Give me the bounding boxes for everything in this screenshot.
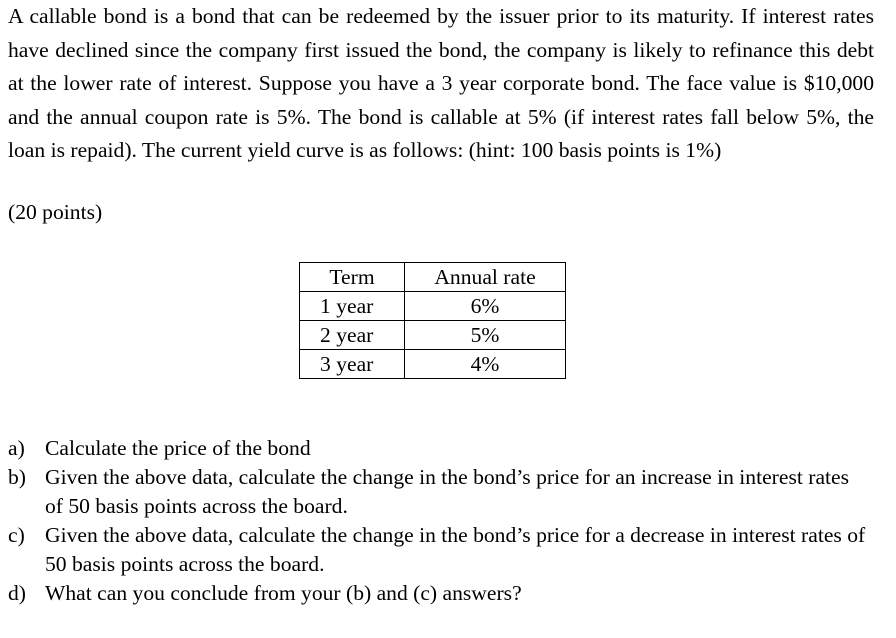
rate-cell: 4% xyxy=(405,350,566,379)
table-row xyxy=(300,292,566,321)
question-text: Given the above data, calculate the change in the bond’s price for a decrease in interest rates of 50 basis points across the board. xyxy=(45,523,866,576)
question-marker: c) xyxy=(8,523,25,547)
term-cell: 3 year xyxy=(300,350,405,379)
points-label: (20 points) xyxy=(8,200,103,224)
question-text: Given the above data, calculate the change in the bond’s price for an increase in interest rates of 50 basis points across the board. xyxy=(45,465,850,518)
table-row xyxy=(300,321,566,350)
question-marker: d) xyxy=(8,581,26,605)
question-text: Calculate the price of the bond xyxy=(45,436,311,460)
table-row xyxy=(300,350,566,379)
question-text: What can you conclude from your (b) and (c) answers? xyxy=(45,581,522,605)
term-cell: 1 year xyxy=(300,292,405,321)
rate-cell: 6% xyxy=(405,292,566,321)
question-marker: b) xyxy=(8,465,26,489)
question-item-d xyxy=(8,579,868,608)
question-item-c xyxy=(8,521,868,579)
column-header-annual-rate: Annual rate xyxy=(405,263,566,292)
question-marker: a) xyxy=(8,436,25,460)
yield-curve-table xyxy=(299,262,566,379)
question-list xyxy=(8,434,868,608)
question-item-b xyxy=(8,463,868,521)
question-item-a xyxy=(8,434,868,463)
column-header-term: Term xyxy=(300,263,405,292)
rate-cell: 5% xyxy=(405,321,566,350)
intro-paragraph: A callable bond is a bond that can be redeemed by the issuer prior to its maturity. If interest rates have declined since the company first issued the bond, the company is likely to refinance this debt at the lower rate of interest. Suppose you have a 3 year corporate bond. The face value is $10,000 and the annual coupon rate is 5%. The bond is callable at 5% (if interest rates fall below 5%, the loan is repaid). The current yield curve is as follows: (hint: 100 basis points is 1%) xyxy=(8,4,874,162)
table-header-row xyxy=(300,263,566,292)
term-cell: 2 year xyxy=(300,321,405,350)
